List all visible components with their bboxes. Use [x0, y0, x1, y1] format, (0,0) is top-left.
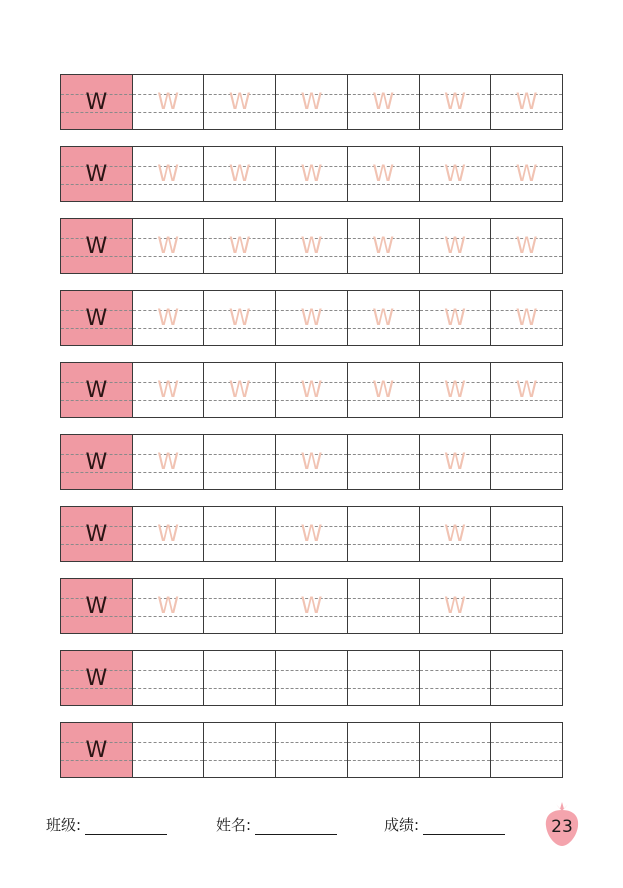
trace-cell[interactable]: [204, 363, 276, 417]
trace-letter: W: [372, 378, 395, 403]
model-cell: [61, 723, 133, 777]
model-cell: [61, 291, 133, 345]
trace-cell[interactable]: [420, 579, 492, 633]
trace-letter: W: [157, 162, 179, 187]
trace-letter: W: [300, 162, 323, 187]
blank-practice-cell[interactable]: [491, 723, 562, 777]
blank-practice-cell[interactable]: [348, 579, 420, 633]
trace-letter: W: [444, 450, 466, 475]
trace-cell[interactable]: [204, 147, 276, 201]
trace-cell[interactable]: [491, 291, 562, 345]
trace-letter: W: [228, 234, 251, 259]
model-letter: W: [85, 450, 108, 475]
trace-cell[interactable]: [133, 579, 205, 633]
trace-cell[interactable]: [133, 435, 205, 489]
blank-practice-cell[interactable]: [204, 507, 276, 561]
blank-practice-cell[interactable]: [491, 507, 562, 561]
model-letter: W: [85, 666, 108, 691]
model-letter: W: [85, 234, 108, 259]
trace-letter: W: [228, 378, 251, 403]
trace-letter: W: [300, 450, 323, 475]
trace-letter: W: [372, 306, 395, 331]
trace-cell[interactable]: [133, 75, 205, 129]
trace-letter: W: [444, 594, 466, 619]
trace-letter: W: [228, 306, 251, 331]
score-blank-line[interactable]: [423, 818, 505, 835]
trace-letter: W: [444, 162, 466, 187]
model-cell: [61, 579, 133, 633]
trace-letter: W: [157, 306, 179, 331]
practice-row: [60, 218, 563, 274]
trace-cell[interactable]: [204, 291, 276, 345]
trace-cell[interactable]: [420, 435, 492, 489]
trace-letter: W: [300, 594, 323, 619]
trace-cell[interactable]: [276, 507, 348, 561]
trace-letter: W: [444, 90, 466, 115]
practice-row: [60, 650, 563, 706]
model-cell: [61, 507, 133, 561]
model-letter: W: [85, 90, 108, 115]
blank-practice-cell[interactable]: [276, 651, 348, 705]
model-letter: W: [85, 594, 108, 619]
trace-letter: W: [515, 378, 538, 403]
trace-letter: W: [515, 306, 538, 331]
practice-row: [60, 290, 563, 346]
trace-letter: W: [515, 162, 538, 187]
blank-practice-cell[interactable]: [204, 435, 276, 489]
trace-cell[interactable]: [276, 75, 348, 129]
class-label: 班级:: [46, 816, 82, 834]
trace-cell[interactable]: [276, 147, 348, 201]
trace-cell[interactable]: [276, 363, 348, 417]
name-field: [216, 814, 337, 835]
blank-practice-cell[interactable]: [420, 651, 492, 705]
trace-letter: W: [444, 306, 466, 331]
trace-letter: W: [515, 90, 538, 115]
trace-letter: W: [157, 450, 179, 475]
trace-letter: W: [300, 306, 323, 331]
blank-practice-cell[interactable]: [204, 723, 276, 777]
blank-practice-cell[interactable]: [133, 723, 205, 777]
trace-cell[interactable]: [348, 291, 420, 345]
trace-letter: W: [300, 90, 323, 115]
name-label: 姓名:: [216, 816, 252, 834]
trace-cell[interactable]: [420, 75, 492, 129]
score-field: [384, 814, 505, 835]
trace-letter: W: [157, 234, 179, 259]
blank-practice-cell[interactable]: [204, 579, 276, 633]
trace-cell[interactable]: [276, 291, 348, 345]
blank-practice-cell[interactable]: [491, 435, 562, 489]
model-letter: W: [85, 378, 108, 403]
trace-cell[interactable]: [491, 147, 562, 201]
trace-cell[interactable]: [348, 363, 420, 417]
model-letter: W: [85, 306, 108, 331]
blank-practice-cell[interactable]: [348, 651, 420, 705]
trace-cell[interactable]: [204, 75, 276, 129]
blank-practice-cell[interactable]: [348, 507, 420, 561]
trace-letter: W: [228, 162, 251, 187]
practice-row: [60, 362, 563, 418]
trace-cell[interactable]: [348, 75, 420, 129]
model-cell: [61, 435, 133, 489]
blank-practice-cell[interactable]: [348, 435, 420, 489]
trace-letter: W: [228, 90, 251, 115]
model-cell: [61, 363, 133, 417]
name-blank-line[interactable]: [255, 818, 337, 835]
page-number: 23: [551, 817, 573, 837]
blank-practice-cell[interactable]: [420, 723, 492, 777]
trace-letter: W: [300, 522, 323, 547]
trace-letter: W: [300, 378, 323, 403]
trace-letter: W: [157, 522, 179, 547]
score-label: 成绩:: [384, 816, 420, 834]
footer: [46, 808, 586, 848]
trace-cell[interactable]: [420, 507, 492, 561]
practice-row: [60, 722, 563, 778]
trace-letter: W: [157, 378, 179, 403]
trace-letter: W: [372, 234, 395, 259]
trace-cell[interactable]: [348, 147, 420, 201]
trace-cell[interactable]: [420, 147, 492, 201]
trace-cell[interactable]: [133, 291, 205, 345]
trace-cell[interactable]: [491, 219, 562, 273]
trace-cell[interactable]: [348, 219, 420, 273]
trace-cell[interactable]: [276, 435, 348, 489]
class-field: [46, 814, 167, 835]
model-letter: W: [85, 738, 108, 763]
trace-letter: W: [515, 234, 538, 259]
trace-cell[interactable]: [491, 363, 562, 417]
trace-cell[interactable]: [276, 579, 348, 633]
trace-cell[interactable]: [133, 219, 205, 273]
blank-practice-cell[interactable]: [204, 651, 276, 705]
trace-letter: W: [372, 90, 395, 115]
trace-cell[interactable]: [204, 219, 276, 273]
trace-cell[interactable]: [420, 219, 492, 273]
blank-practice-cell[interactable]: [133, 651, 205, 705]
trace-letter: W: [444, 234, 466, 259]
model-cell: [61, 75, 133, 129]
model-cell: [61, 147, 133, 201]
trace-cell[interactable]: [133, 363, 205, 417]
trace-letter: W: [372, 162, 395, 187]
trace-letter: W: [300, 234, 323, 259]
model-letter: W: [85, 522, 108, 547]
practice-row: [60, 74, 563, 130]
blank-practice-cell[interactable]: [348, 723, 420, 777]
trace-letter: W: [157, 594, 179, 619]
trace-cell[interactable]: [420, 363, 492, 417]
page-number-badge: [543, 800, 581, 848]
trace-letter: W: [444, 378, 466, 403]
model-cell: [61, 651, 133, 705]
trace-letter: W: [157, 90, 179, 115]
trace-cell[interactable]: [133, 507, 205, 561]
trace-cell[interactable]: [133, 147, 205, 201]
trace-letter: W: [444, 522, 466, 547]
model-letter: W: [85, 162, 108, 187]
practice-row: [60, 146, 563, 202]
class-blank-line[interactable]: [85, 818, 167, 835]
practice-row: [60, 578, 563, 634]
practice-row: [60, 434, 563, 490]
practice-row: [60, 506, 563, 562]
blank-practice-cell[interactable]: [276, 723, 348, 777]
blank-practice-cell[interactable]: [491, 579, 562, 633]
model-cell: [61, 219, 133, 273]
worksheet-grid: [60, 74, 563, 794]
trace-cell[interactable]: [420, 291, 492, 345]
trace-cell[interactable]: [276, 219, 348, 273]
trace-cell[interactable]: [491, 75, 562, 129]
blank-practice-cell[interactable]: [491, 651, 562, 705]
